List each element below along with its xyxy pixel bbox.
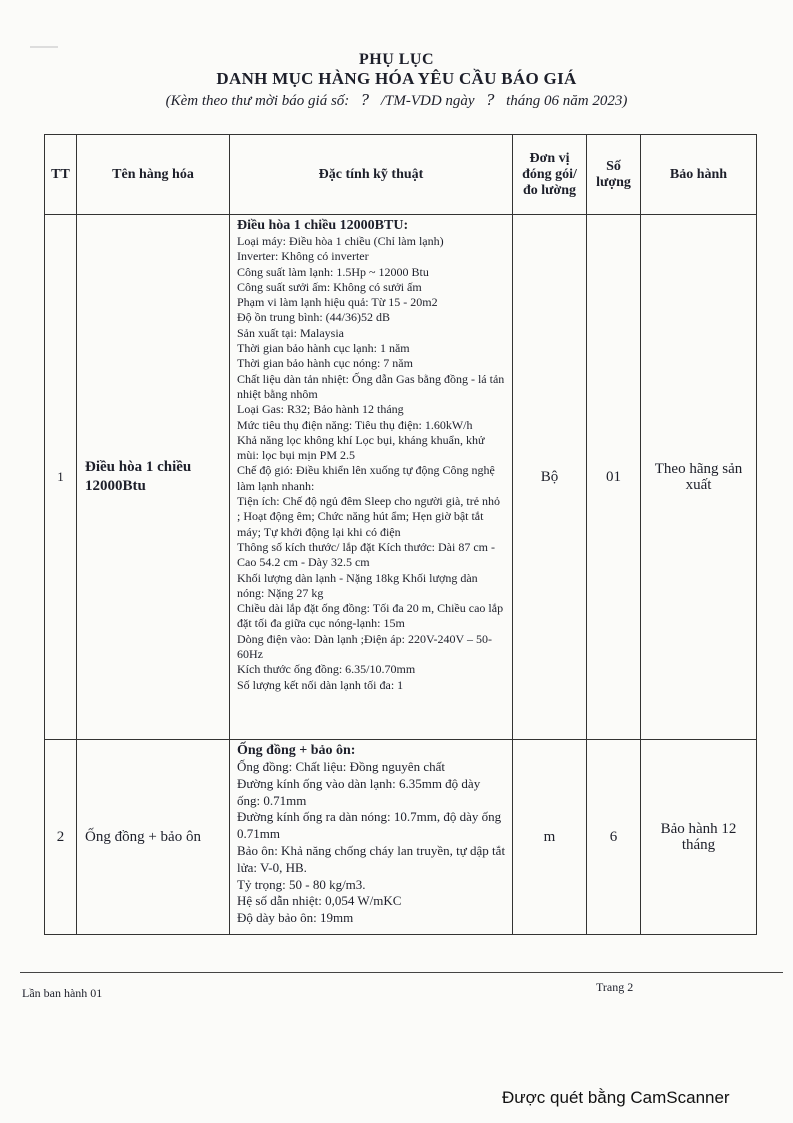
spec-line: Ống đồng: Chất liệu: Đồng nguyên chất	[237, 759, 445, 774]
spec-title: Điều hòa 1 chiều 12000BTU:	[237, 218, 409, 233]
spec-line: Thời gian bảo hành cục nóng: 7 năm	[237, 356, 413, 371]
quotation-table	[44, 134, 757, 935]
header-warranty: Bảo hành	[641, 135, 757, 215]
spec-line: Chất liệu dàn tản nhiệt: Ống dẫn Gas bằng đồng - lá tản nhiệt bằng nhôm	[237, 371, 505, 401]
handwritten-day: ?	[486, 91, 495, 109]
spec-line: Kích thước ống đồng: 6.35/10.70mm	[237, 662, 416, 677]
row-qty: 6	[587, 740, 641, 935]
row-warranty: Bảo hành 12 tháng	[641, 740, 757, 935]
reference-prefix: (Kèm theo thư mời báo giá số:	[165, 93, 350, 109]
handwritten-doc-number: ?	[361, 91, 370, 109]
table-row	[45, 215, 757, 740]
spec-line: Khối lượng dàn lạnh - Nặng 18kg Khối lượng dàn nóng: Nặng 27 kg	[237, 570, 478, 600]
header-spec: Đặc tính kỹ thuật	[230, 135, 513, 215]
header-unit: Đơn vị đóng gói/đo lường	[513, 135, 587, 215]
header-tt: TT	[45, 135, 77, 215]
reference-line	[0, 91, 793, 111]
row-name	[77, 215, 230, 740]
catalog-title: DANH MỤC HÀNG HÓA YÊU CẦU BÁO GIÁ	[216, 69, 577, 88]
row-tt: 1	[45, 215, 77, 740]
spec-line: Đường kính ống ra dàn nóng: 10.7mm, độ dày ống 0.71mm	[237, 809, 502, 842]
reference-suffix: tháng 06 năm 2023)	[506, 93, 628, 109]
table-row	[45, 740, 757, 935]
footer-divider	[20, 972, 783, 973]
page-number: Trang 2	[596, 980, 634, 994]
spec-line: Đường kính ống vào dàn lạnh: 6.35mm độ dày ống: 0.71mm	[237, 775, 481, 808]
spec-line: Thời gian bảo hành cục lạnh: 1 năm	[237, 341, 410, 356]
document-header	[0, 50, 793, 111]
header-qty: Số lượng	[587, 135, 641, 215]
spec-line: Chế độ gió: Điều khiển lên xuống tự động Công nghệ làm lạnh nhanh:	[237, 463, 495, 493]
spec-line: Loại Gas: R32; Bảo hành 12 tháng	[237, 402, 404, 417]
spec-line: Sản xuất tại: Malaysia	[237, 325, 344, 340]
appendix-title: PHỤ LỤC	[358, 51, 435, 68]
row-name	[77, 740, 230, 935]
row-spec	[230, 740, 513, 935]
row-unit: Bộ	[513, 215, 587, 740]
spec-line: Dòng điện vào: Dàn lạnh ;Điện áp: 220V-240V – 50-60Hz	[237, 631, 492, 662]
row-qty: 01	[587, 215, 641, 740]
spec-line: Mức tiêu thụ điện năng: Tiêu thụ điện: 1.60kW/h	[237, 417, 473, 432]
spec-line: Loại máy: Điều hòa 1 chiều (Chỉ làm lạnh)	[237, 234, 444, 248]
spec-line: Độ dày bảo ôn: 19mm	[237, 910, 354, 926]
spec-line: Bảo ôn: Khả năng chống cháy lan truyền, tự dập tắt lửa: V-0, HB.	[237, 842, 506, 875]
reference-mid: /TM-VDD ngày	[380, 93, 475, 109]
spec-line: Tỷ trọng: 50 - 80 kg/m3.	[237, 876, 366, 892]
row-spec	[230, 215, 513, 740]
spec-line: Số lượng kết nối dàn lạnh tối đa: 1	[237, 677, 404, 692]
row-unit: m	[513, 740, 587, 935]
header-name: Tên hàng hóa	[77, 135, 230, 215]
spec-line: Công suất làm lạnh: 1.5Hp ~ 12000 Btu	[237, 264, 429, 279]
spec-line: Thông số kích thước/ lắp đặt Kích thước: Dài 87 cm - Cao 54.2 cm - Dày 32.5 cm	[237, 539, 495, 570]
row-tt: 2	[45, 740, 77, 935]
spec-line: Khả năng lọc không khí Lọc bụi, kháng khuẩn, khử mùi: lọc bụi mịn PM 2.5	[237, 432, 485, 463]
spec-line: Độ ồn trung bình: (44/36)52 dB	[237, 310, 390, 325]
row-warranty: Theo hãng sản xuất	[641, 215, 757, 740]
item-name: Điều hòa 1 chiều 12000Btu	[85, 459, 192, 494]
spec-title: Ống đồng + bảo ôn:	[237, 743, 356, 758]
spec-line: Tiện ích: Chế độ ngủ đêm Sleep cho người già, trẻ nhỏ ; Hoạt động êm; Chức năng hút ẩm; Hẹn giờ bật tắt máy; Tự khởi động lại khi có điện	[237, 494, 501, 539]
table-header-row	[45, 135, 757, 215]
spec-line: Phạm vi làm lạnh hiệu quả: Từ 15 - 20m2	[237, 295, 438, 310]
scan-artifact	[30, 46, 58, 48]
spec-line: Inverter: Không có inverter	[237, 249, 369, 264]
spec-line: Hệ số dẫn nhiệt: 0,054 W/mKC	[237, 893, 402, 909]
spec-line: Chiều dài lắp đặt ống đồng: Tối đa 20 m, Chiều cao lắp đặt tối đa giữa cục nóng-lạnh: 15m	[237, 601, 504, 631]
scanner-watermark: Được quét bằng CamScanner	[502, 1088, 730, 1107]
item-name: Ống đồng + bảo ôn	[85, 828, 201, 845]
spec-line: Công suất sưởi ấm: Không có sưởi ấm	[237, 279, 422, 294]
edition-label: Lần ban hành 01	[22, 986, 103, 1000]
